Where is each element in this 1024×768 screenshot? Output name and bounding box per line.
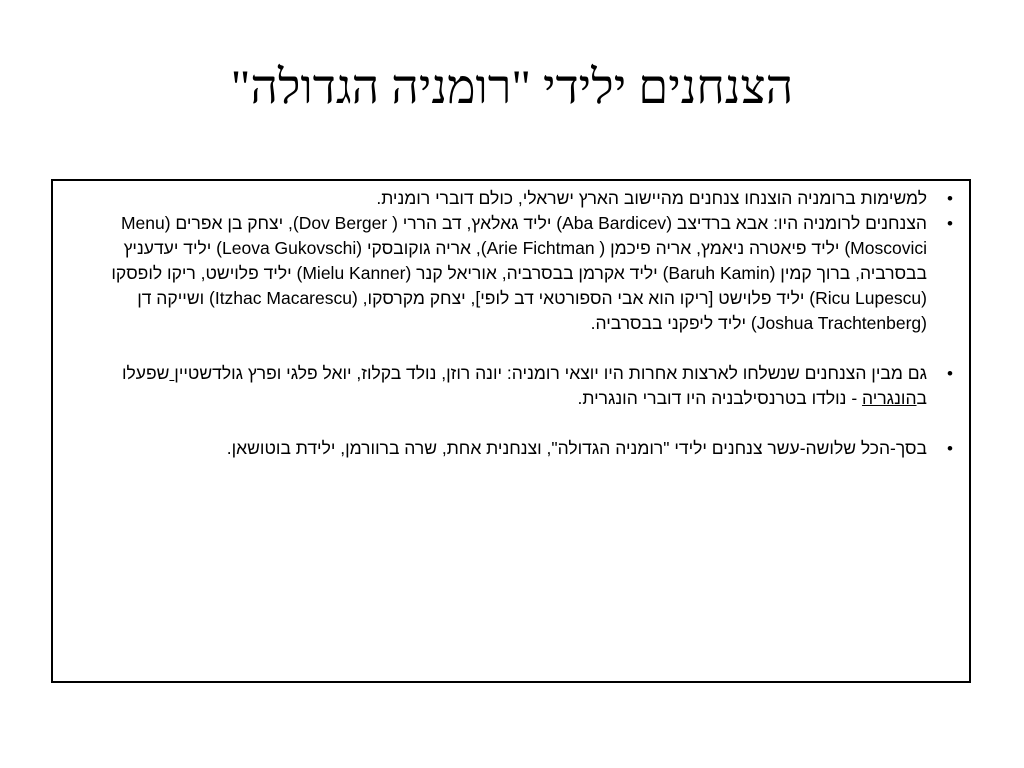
- content-box: [51, 179, 971, 683]
- bullet-text: שפעלו ב: [121, 363, 927, 408]
- bullet-dot: •: [947, 189, 953, 208]
- bullet-dot: •: [947, 439, 953, 458]
- bullet-text: (Joshua Trachtenberg) יליד ליפקני בבסרביה.: [590, 313, 927, 333]
- bullet-text: למשימות ברומניה הוצנחו צנחנים מהיישוב הארץ ישראלי, כולם דוברי רומנית.: [376, 188, 927, 208]
- slide-title: הצנחנים ילידי "רומניה הגדולה": [230, 61, 794, 114]
- bullet-dot: •: [947, 364, 953, 383]
- bullet-item-total: [89, 436, 959, 461]
- bullet-item-other-countries: [89, 361, 959, 411]
- bullet-text: גם מבין הצנחנים שנשלחו לארצות אחרות היו יוצאי רומניה: יונה רוזן, נולד בקלוז, יואל פלגי ופרץ גולדשטיין: [174, 363, 927, 383]
- bullet-text: בסך-הכל שלושה-עשר צנחנים ילידי "רומניה הגדולה", וצנחנית אחת, שרה ברוורמן, ילידת בוטושאן.: [226, 438, 927, 458]
- bullet-text: ( Dov Berger), יצחק בן אפרים (Menu Moscovici) יליד פיאטרה ניאמץ, אריה פיכמן ( Arie Fichtman), אריה גוקובסקי (Leova Gukovschi) יליד יעדעניץ בבסרביה, ברוך קמין (Baruh Kamin) יליד אקרמן בבסרביה, אוריאל קנר (Mielu Kanner) יליד פלוישט, ריקו לופסקו (Ricu Lupescu) יליד פלוישט [ריקו הוא אבי הספורטאי דב לופי], יצחק מקרסקו, (Itzhac Macarescu) ושייקה דן: [111, 213, 927, 308]
- hyperlink-hungary[interactable]: הונגריה: [862, 388, 917, 408]
- bullet-text: הצנחנים לרומניה היו: אבא ברדיצב (Aba Bardicev) יליד גאלאץ, דב הררי: [397, 213, 927, 233]
- bullet-dot: •: [947, 214, 953, 233]
- bullet-item-missions: [89, 186, 959, 211]
- bullet-list: [89, 186, 959, 461]
- bullet-item-paratroopers: [89, 211, 959, 336]
- bullet-text: - נולדו בטרנסילבניה היו דוברי הונגרית.: [577, 388, 863, 408]
